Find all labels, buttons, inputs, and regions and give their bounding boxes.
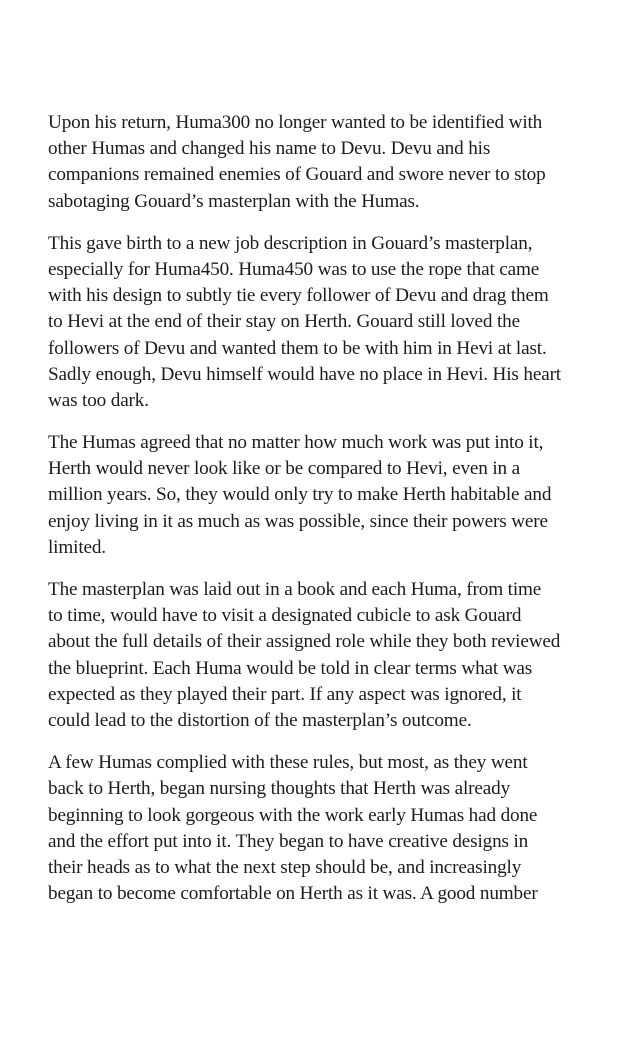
text-line: A few Humas complied with these rules, but most, as they went: [48, 752, 528, 774]
paragraph-2: [48, 231, 608, 414]
text-line: beginning to look gorgeous with the work early Humas had done: [48, 804, 538, 826]
text-line: was too dark.: [48, 389, 149, 411]
text-line: could lead to the distortion of the masterplan’s outcome.: [48, 709, 472, 731]
text-line: with his design to subtly tie every follower of Devu and drag them: [48, 285, 549, 307]
text-line: enjoy living in it as much as was possible, since their powers were: [48, 510, 548, 532]
text-line: expected as they played their part. If any aspect was ignored, it: [48, 683, 522, 705]
text-line: to Hevi at the end of their stay on Herth. Gouard still loved the: [48, 311, 520, 333]
text-line: Sadly enough, Devu himself would have no place in Hevi. His heart: [48, 363, 561, 385]
text-line: the blueprint. Each Huma would be told in clear terms what was: [48, 657, 533, 679]
paragraph-5: [48, 750, 608, 907]
text-line: to time, would have to visit a designated cubicle to ask Gouard: [48, 605, 522, 627]
text-line: about the full details of their assigned role while they both reviewed: [48, 631, 561, 653]
text-line: The masterplan was laid out in a book and each Huma, from time: [48, 579, 542, 600]
paragraph-4: [48, 577, 608, 734]
paragraph-3: [48, 430, 608, 561]
text-line: their heads as to what the next step should be, and increasingly: [48, 856, 522, 878]
text-line: Upon his return, Huma300 no longer wanted to be identified with: [48, 112, 543, 133]
document-page: [48, 110, 608, 923]
text-line: companions remained enemies of Gouard and swore never to stop: [48, 164, 546, 186]
text-line: especially for Huma450. Huma450 was to use the rope that came: [48, 258, 540, 280]
text-line: The Humas agreed that no matter how much work was put into it,: [48, 432, 544, 454]
text-line: began to become comfortable on Herth as it was. A good number: [48, 883, 538, 905]
text-line: other Humas and changed his name to Devu. Devu and his: [48, 138, 491, 160]
text-line: sabotaging Gouard’s masterplan with the Humas.: [48, 190, 420, 212]
text-line: limited.: [48, 536, 106, 558]
text-line: million years. So, they would only try to make Herth habitable and: [48, 484, 552, 506]
paragraph-1: [48, 110, 608, 215]
text-line: followers of Devu and wanted them to be with him in Hevi at last.: [48, 337, 547, 359]
text-line: and the effort put into it. They began to have creative designs in: [48, 830, 529, 852]
text-line: back to Herth, began nursing thoughts that Herth was already: [48, 778, 511, 800]
text-line: This gave birth to a new job description in Gouard’s masterplan,: [48, 232, 533, 254]
text-line: Herth would never look like or be compared to Hevi, even in a: [48, 458, 520, 480]
